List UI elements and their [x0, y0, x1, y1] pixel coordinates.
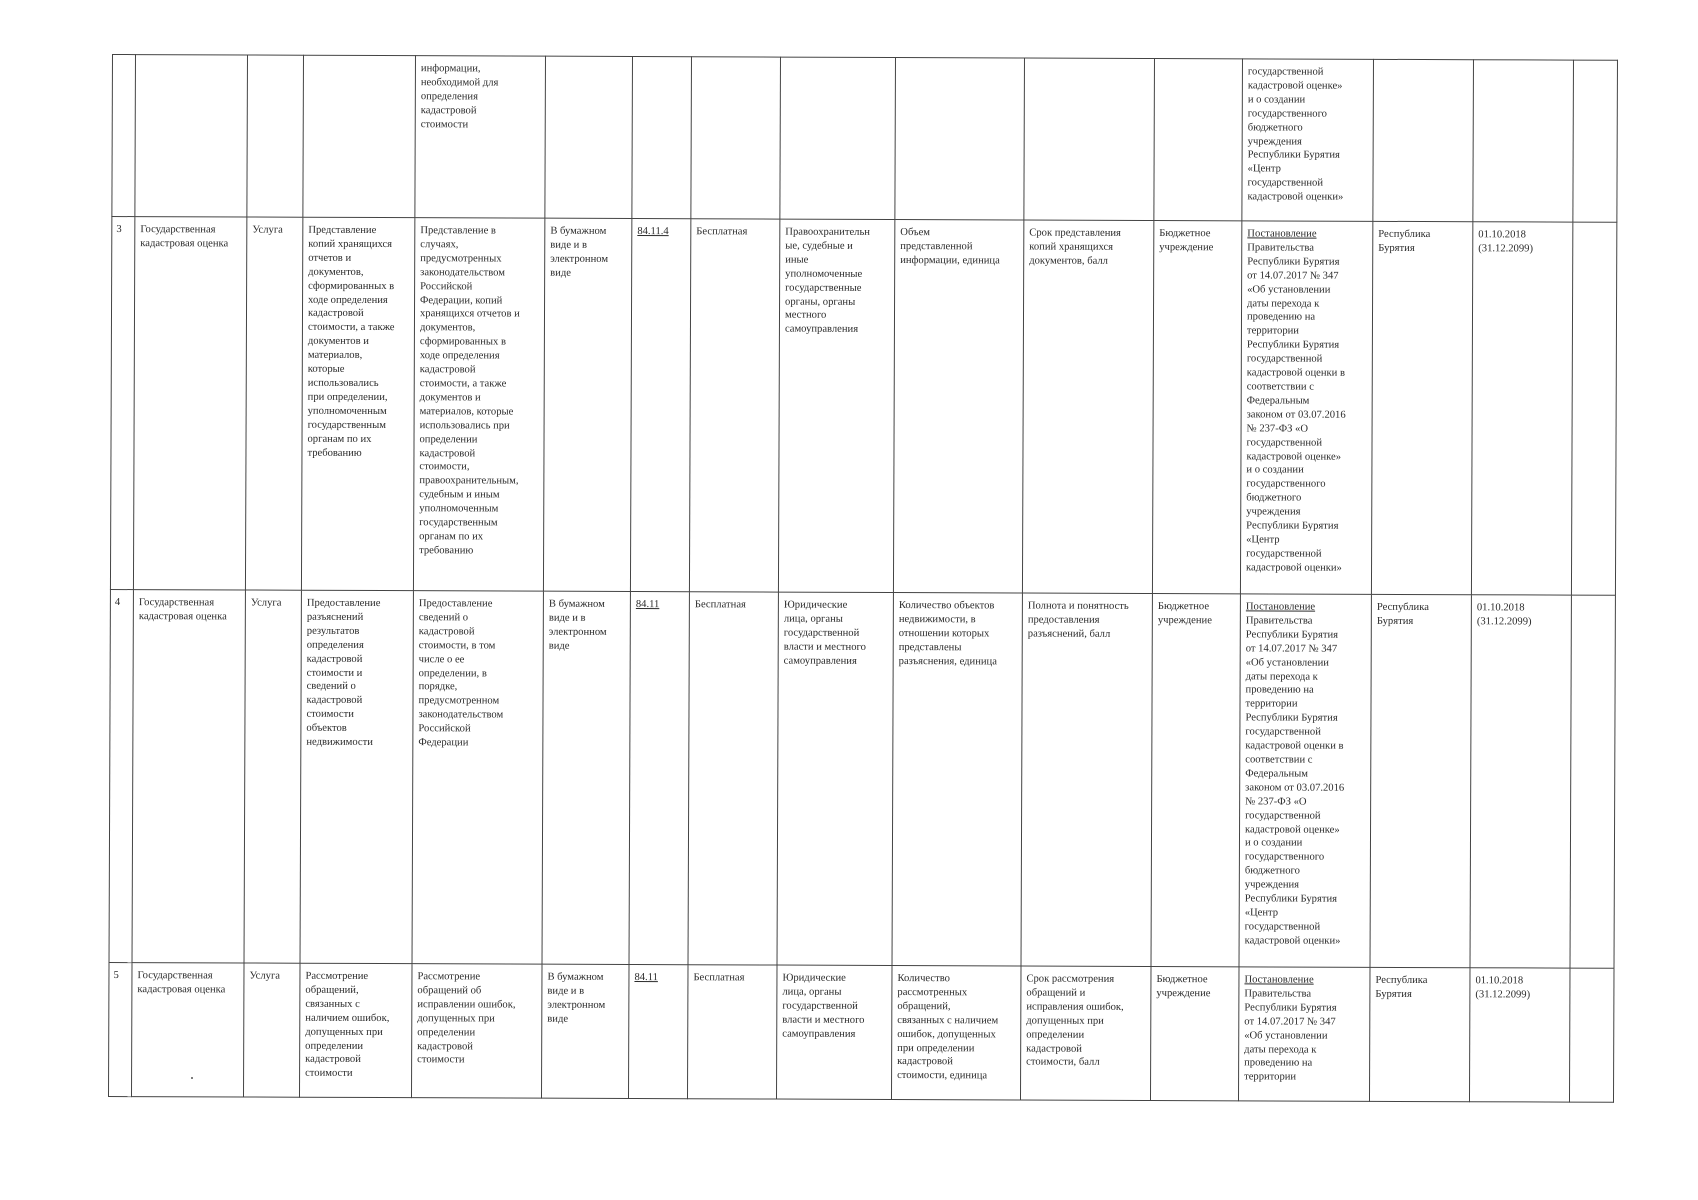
- row-number-cell: [112, 55, 136, 217]
- payment-cell: [691, 57, 781, 219]
- volume-indicator-cell: Количество объектов недвижимости, в отношении которых представлены разъяснения, единица: [892, 593, 1022, 966]
- service-name-cell: [135, 55, 248, 217]
- quality-indicator-cell: Полнота и понятность предоставления разъяснений, балл: [1021, 593, 1152, 966]
- quality-indicator-cell: [1024, 58, 1155, 220]
- owner-cell: Республика Бурятия: [1370, 594, 1471, 967]
- quality-indicator-cell: Срок представления копий хранящихся документов, балл: [1022, 220, 1153, 593]
- service-content-cell: Рассмотрение обращений, связанных с наличием ошибок, допущенных при определении кадастровой стоимости: [299, 963, 412, 1097]
- row-number-cell: 5: [108, 962, 132, 1096]
- legal-act-cell: [1239, 594, 1371, 968]
- okved-code-cell: [628, 964, 688, 1098]
- okved-code-link[interactable]: 84.11: [635, 599, 660, 611]
- extra-cell: [1573, 60, 1618, 222]
- payment-cell: Бесплатная: [687, 965, 777, 1099]
- provision-form-cell: В бумажном виде и в электронном виде: [541, 964, 629, 1098]
- payment-cell: Бесплатная: [688, 592, 778, 965]
- extra-cell: [1571, 222, 1616, 595]
- service-name-cell: Государственная кадастровая оценка: [132, 590, 245, 963]
- service-name-cell: Государственная кадастровая оценка: [133, 217, 246, 590]
- table-row: [110, 217, 1616, 596]
- dates-cell: 01.10.2018 (31.12.2099): [1471, 222, 1572, 595]
- legal-act-text: Правительства Республики Бурятия от 14.07.2017 № 347 «Об установлении даты перехода к проведению на территории: [1244, 988, 1337, 1083]
- consumers-cell: Юридические лица, органы государственной власти и местного самоуправления: [777, 592, 893, 965]
- legal-act-link[interactable]: Постановление: [1244, 974, 1314, 986]
- dates-cell: 01.10.2018 (31.12.2099): [1470, 595, 1571, 968]
- okved-code-link[interactable]: 84.11: [634, 972, 658, 984]
- volume-indicator-cell: Объем представленной информации, единица: [893, 220, 1023, 593]
- service-content-cell: Предоставление разъяснений результатов определения кадастровой стоимости и сведений о кадастровой стоимости объектов недвижимости: [300, 590, 413, 963]
- quality-indicator-cell: Срок рассмотрения обращений и исправления ошибок, допущенных при определении кадастровой стоимости, балл: [1020, 966, 1151, 1100]
- row-number-cell: 4: [109, 589, 133, 962]
- table-row: [112, 55, 1618, 223]
- institution-type-cell: Бюджетное учреждение: [1151, 593, 1240, 966]
- provision-form-cell: В бумажном виде и в электронном виде: [543, 218, 631, 591]
- table-row: [108, 962, 1614, 1102]
- legal-act-text: Правительства Республики Бурятия от 14.07.2017 № 347 «Об установлении даты перехода к проведению на территории Республики Бурятия государственной кадастровой оценки в соответствии с Федеральным законом от 03.07.2016 № 237-ФЗ «О государственной кадастровой оценке» и о создании государственного бюджетного учреждения Республики Бурятия «Центр государственной кадастровой оценки»: [1246, 242, 1346, 574]
- service-content-cell: Представление копий хранящихся отчетов и документов, сформированных в ходе определения кадастровой стоимости, а также документов и материалов, которые использовались при определении, уполномоченным государственным органам по их требованию: [301, 217, 414, 590]
- table-row: [109, 589, 1615, 968]
- service-conditions-cell: Предоставление сведений о кадастровой стоимости, в том числе о ее определении, в порядке, предусмотренном законодательством Российской Федерации: [412, 591, 543, 964]
- okved-code-cell: [629, 591, 689, 964]
- owner-cell: [1373, 59, 1474, 221]
- institution-type-cell: Бюджетное учреждение: [1150, 966, 1239, 1100]
- legal-act-text: государственной кадастровой оценке» и о создании государственного бюджетного учреждения Республики Бурятия «Центр государственной кадастровой оценки»: [1247, 66, 1344, 203]
- provision-form-cell: В бумажном виде и в электронном виде: [542, 591, 630, 964]
- institution-type-cell: [1154, 59, 1243, 221]
- volume-indicator-cell: [895, 58, 1025, 220]
- consumers-cell: Правоохранительн ые, судебные и иные уполномоченные государственные органы, органы местного самоуправления: [778, 219, 894, 592]
- service-conditions-cell: информации, необходимой для определения кадастровой стоимости: [415, 56, 546, 218]
- service-name-cell: Государственная кадастровая оценка: [131, 963, 244, 1097]
- service-content-cell: [303, 55, 416, 217]
- service-conditions-cell: Рассмотрение обращений об исправлении ошибок, допущенных при определении кадастровой стоимости: [411, 964, 542, 1098]
- okved-code-link[interactable]: 84.11.4: [637, 226, 669, 238]
- service-type-cell: Услуга: [245, 217, 302, 590]
- service-type-cell: Услуга: [243, 963, 300, 1097]
- consumers-cell: Юридические лица, органы государственной власти и местного самоуправления: [776, 965, 892, 1099]
- okved-code-cell: [632, 56, 692, 218]
- extra-cell: [1570, 595, 1615, 968]
- dates-cell: 01.10.2018 (31.12.2099): [1469, 968, 1570, 1102]
- registry-table: [108, 54, 1618, 1103]
- scan-speck: [191, 1077, 193, 1079]
- legal-act-link[interactable]: Постановление: [1245, 601, 1316, 613]
- legal-act-cell: [1242, 59, 1374, 222]
- volume-indicator-cell: Количество рассмотренных обращений, связанных с наличием ошибок, допущенных при определении кадастровой стоимости, единица: [891, 966, 1021, 1100]
- legal-act-cell: [1240, 221, 1372, 595]
- owner-cell: Республика Бурятия: [1369, 967, 1470, 1101]
- dates-cell: [1473, 60, 1574, 222]
- service-conditions-cell: Представление в случаях, предусмотренных законодательством Российской Федерации, копий хранящихся отчетов и документов, сформированных в ходе определения кадастровой стоимости, а также документов и материалов, которые использовались при определении кадастровой стоимости, правоохранительным, судебным и иным уполномоченным государственным органам по их требованию: [413, 218, 544, 591]
- legal-act-text: Правительства Республики Бурятия от 14.07.2017 № 347 «Об установлении даты перехода к проведению на территории Республики Бурятия государственной кадастровой оценки в соответствии с Федеральным законом от 03.07.2016 № 237-ФЗ «О государственной кадастровой оценке» и о создании государственного бюджетного учреждения Республики Бурятия «Центр государственной кадастровой оценки»: [1244, 615, 1345, 947]
- owner-cell: Республика Бурятия: [1371, 221, 1472, 594]
- provision-form-cell: [545, 56, 633, 218]
- institution-type-cell: Бюджетное учреждение: [1152, 221, 1241, 594]
- okved-code-cell: [630, 218, 690, 591]
- service-type-cell: Услуга: [244, 590, 301, 963]
- legal-act-cell: [1238, 967, 1370, 1102]
- row-number-cell: 3: [110, 217, 134, 590]
- service-type-cell: [247, 55, 304, 217]
- payment-cell: Бесплатная: [689, 219, 779, 592]
- consumers-cell: [780, 57, 896, 219]
- legal-act-link[interactable]: Постановление: [1247, 228, 1317, 240]
- extra-cell: [1569, 968, 1614, 1102]
